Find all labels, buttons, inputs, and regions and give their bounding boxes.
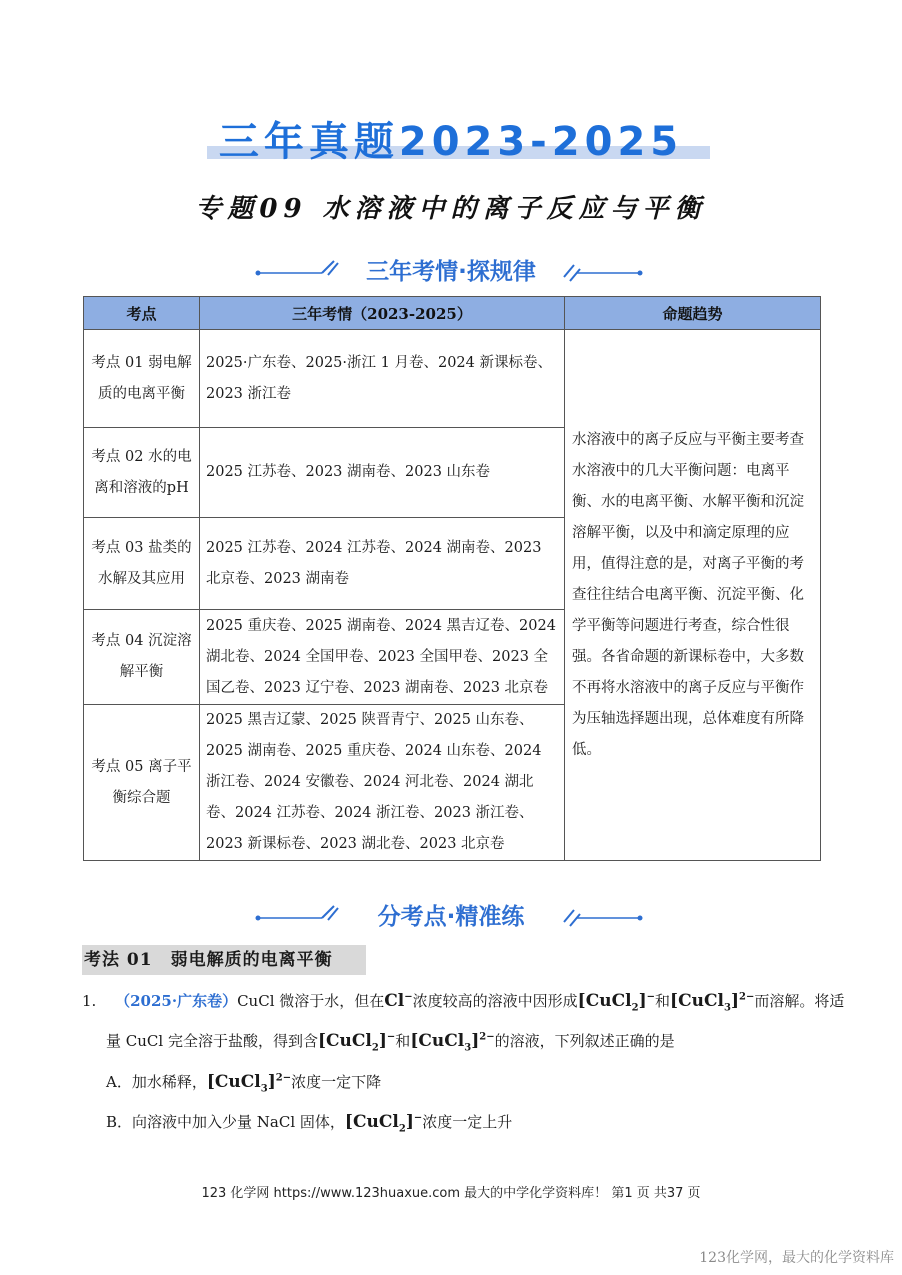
- option-text: 浓度一定下降: [291, 1073, 382, 1091]
- section-label: 分考点·精准练: [377, 904, 525, 930]
- question-text: 量 CuCl 完全溶于盐酸，得到含: [106, 1032, 318, 1050]
- chem-complex: [CuCl$_2$]−: [344, 1112, 423, 1135]
- question-text: 浓度较高的溶液中因形成: [412, 992, 578, 1010]
- section-header-trends: [0, 253, 902, 289]
- question-source: （2025·广东卷）: [115, 992, 238, 1010]
- exam-trend-table: [83, 296, 821, 861]
- page-footer: 123 化学网 https://www.123huaxue.com 最大的中学化学资料库！ 第1 页 共37 页: [201, 1186, 701, 1201]
- option-text: 浓度一定上升: [422, 1113, 513, 1131]
- section-header-practice: [0, 898, 902, 934]
- chem-complex: [CuCl$_2$]−: [577, 991, 656, 1014]
- banner-title: 三年真题2023-2025: [218, 119, 684, 165]
- topic-title: 专题09 水溶液中的离子反应与平衡: [195, 194, 707, 224]
- question-line-1: [82, 990, 844, 1013]
- option-text: A．加水稀释，: [106, 1073, 207, 1091]
- question-text: 和: [655, 992, 671, 1010]
- question-line-2: [106, 1030, 675, 1053]
- header-point: 考点: [84, 297, 200, 330]
- table-header-row: [84, 297, 821, 330]
- option-text: B．向溶液中加入少量 NaCl 固体，: [106, 1113, 345, 1131]
- option-b: [106, 1111, 512, 1134]
- papers-cell: 2025 黑吉辽蒙、2025 陕晋青宁、2025 山东卷、2025 湖南卷、2025 重庆卷、2024 山东卷、2024 浙江卷、2024 安徽卷、2024 河北卷、2024 湖北卷、2024 江苏卷、2024 浙江卷、2023 浙江卷、2023 新课标卷、2023 湖北卷、2023 北京卷: [200, 705, 565, 861]
- point-cell: 考点 04 沉淀溶解平衡: [84, 610, 200, 705]
- section-label: 三年考情·探规律: [366, 259, 536, 285]
- question-number: 1.: [82, 992, 97, 1010]
- method-heading: 考法 01 弱电解质的电离平衡: [82, 945, 366, 975]
- header-papers: 三年考情（2023-2025）: [200, 297, 565, 330]
- trend-cell: 水溶液中的离子反应与平衡主要考查水溶液中的几大平衡问题：电离平衡、水的电离平衡、水解平衡和沉淀溶解平衡，以及中和滴定原理的应用，值得注意的是，对离子平衡的考查往往结合电离平衡、沉淀平衡、化学平衡等问题进行考查，综合性很强。各省命题的新课标卷中，大多数不再将水溶液中的离子反应与平衡作为压轴选择题出现，总体难度有所降低。: [565, 330, 821, 861]
- banner: [0, 110, 902, 167]
- papers-cell: 2025·广东卷、2025·浙江 1 月卷、2024 新课标卷、2023 浙江卷: [200, 330, 565, 428]
- papers-cell: 2025 江苏卷、2024 江苏卷、2024 湖南卷、2023 北京卷、2023 湖南卷: [200, 518, 565, 610]
- point-cell: 考点 03 盐类的水解及其应用: [84, 518, 200, 610]
- papers-cell: 2025 江苏卷、2023 湖南卷、2023 山东卷: [200, 428, 565, 518]
- chem-ion: Cl−: [384, 991, 413, 1011]
- chem-complex: [CuCl$_3$]$^{2-}$: [410, 1031, 495, 1054]
- chem-complex: [CuCl$_3$]$^{2-}$: [670, 991, 755, 1014]
- option-a: [106, 1071, 381, 1094]
- point-cell: 考点 02 水的电离和溶液的pH: [84, 428, 200, 518]
- question-text: 和: [395, 1032, 411, 1050]
- point-cell: 考点 05 离子平衡综合题: [84, 705, 200, 861]
- header-trend: 命题趋势: [565, 297, 821, 330]
- question-text: 的溶液，下列叙述正确的是: [494, 1032, 675, 1050]
- table-row: [84, 330, 821, 428]
- point-cell: 考点 01 弱电解质的电离平衡: [84, 330, 200, 428]
- question-text: CuCl 微溶于水，但在: [237, 992, 385, 1010]
- question-text: 而溶解。将适: [754, 992, 845, 1010]
- papers-cell: 2025 重庆卷、2025 湖南卷、2024 黑吉辽卷、2024 湖北卷、2024 全国甲卷、2023 全国甲卷、2023 全国乙卷、2023 辽宁卷、2023 湖南卷、2023 北京卷: [200, 610, 565, 705]
- chem-complex: [CuCl$_3$]$^{2-}$: [206, 1072, 292, 1095]
- chem-complex: [CuCl$_2$]−: [317, 1031, 396, 1054]
- watermark: 123化学网，最大的化学资料库: [699, 1250, 894, 1266]
